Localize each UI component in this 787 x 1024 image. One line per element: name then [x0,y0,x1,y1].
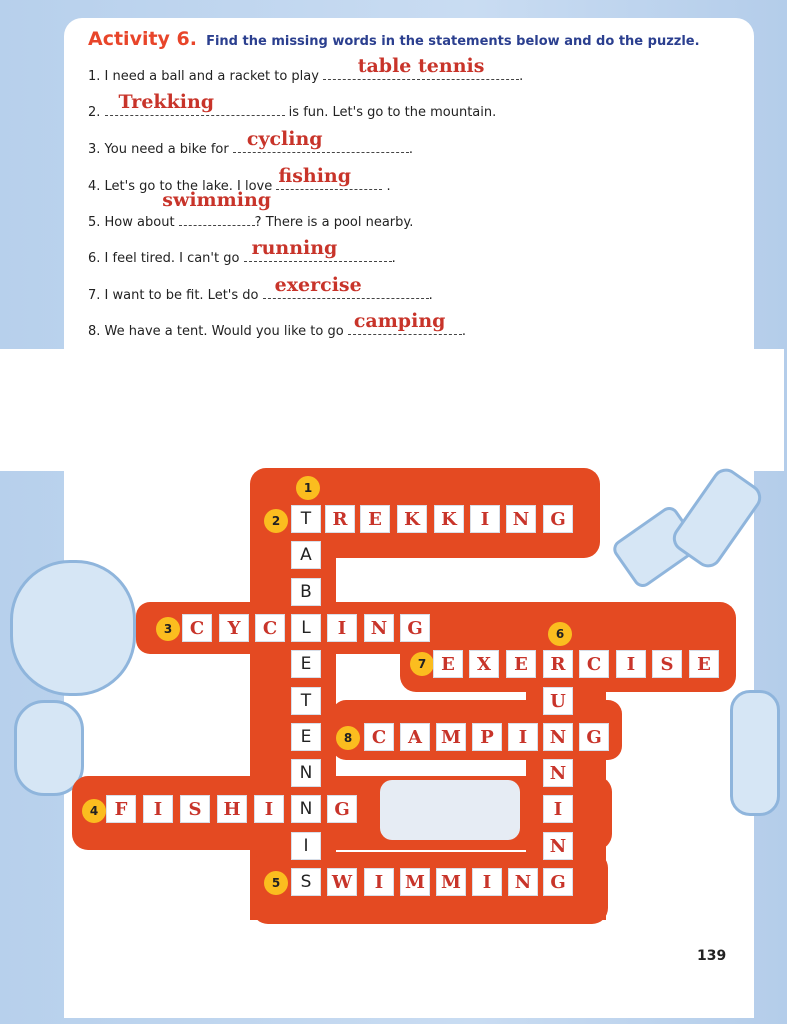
clue-number-2: 2 [264,509,288,533]
cell-1-down-3[interactable]: B [291,578,321,606]
cell-5-across-4[interactable]: M [400,868,430,896]
question-text-end: . [428,288,433,303]
cell-3-across-3[interactable]: C [255,614,285,642]
answer-blank[interactable] [105,91,285,116]
question-text-end: . [391,251,396,266]
clue-number-5: 5 [264,871,288,895]
cell-5-across-6[interactable]: I [472,868,502,896]
puzzle-board-row7 [400,602,736,692]
question-text-end: is fun. Let's go to the mountain. [284,105,497,120]
cell-4-across-2[interactable]: I [143,795,173,823]
clue-number-4: 4 [82,799,106,823]
clue-number-7: 7 [410,652,434,676]
cell-4-across-3[interactable]: S [180,795,210,823]
gym-ball-icon [10,560,136,696]
question-6 [88,237,396,266]
cell-6-down-5[interactable]: I [543,795,573,823]
question-text-end: . [519,69,524,84]
cell-1-down-7[interactable]: E [291,723,321,751]
cell-2-across-7[interactable]: N [506,505,536,533]
cell-6-down-2[interactable]: U [543,687,573,715]
cell-3-across-6[interactable]: N [364,614,394,642]
cell-2-across-3[interactable]: E [360,505,390,533]
cell-6-down-6[interactable]: N [543,832,573,860]
answer-text: camping [353,310,446,332]
cell-4-across-7[interactable]: G [327,795,357,823]
question-text: 6. I feel tired. I can't go [88,251,244,266]
answer-blank[interactable] [244,237,392,262]
question-text: 7. I want to be fit. Let's do [88,288,263,303]
answer-text: fishing [278,165,352,187]
answer-text: table tennis [357,55,485,77]
cell-1-down-11[interactable]: S [291,868,321,896]
cell-5-across-3[interactable]: I [364,868,394,896]
cell-8-across-7[interactable]: G [579,723,609,751]
clue-number-1: 1 [296,476,320,500]
cell-4-across-1[interactable]: F [106,795,136,823]
question-1 [88,55,524,84]
question-text: 4. Let's go to the lake. I love [88,179,277,194]
question-2 [88,91,497,120]
question-text: 8. We have a tent. Would you like to go [88,324,348,339]
answer-text: running [251,237,338,259]
answer-text: cycling [246,128,323,150]
cell-7-across-6[interactable]: I [616,650,646,678]
blank-band [0,349,784,471]
cell-8-across-4[interactable]: P [472,723,502,751]
clue-number-3: 3 [156,617,180,641]
question-7 [88,274,433,303]
activity-heading [88,28,700,50]
activity-instruction: Find the missing words in the statements below and do the puzzle. [206,34,700,49]
cell-6-down-4[interactable]: N [543,759,573,787]
cell-2-across-6[interactable]: I [470,505,500,533]
cell-3-across-5[interactable]: I [327,614,357,642]
ski-boot-icon [730,690,780,816]
question-text: 1. I need a ball and a racket to play [88,69,324,84]
cell-1-down-6[interactable]: T [291,687,321,715]
cell-5-across-8[interactable]: G [543,868,573,896]
question-text: 2. [88,105,105,120]
cell-3-across-7[interactable]: G [400,614,430,642]
question-3 [88,128,414,157]
cell-2-across-4[interactable]: K [397,505,427,533]
clue-number-8: 8 [336,726,360,750]
cell-1-down-8[interactable]: N [291,759,321,787]
cell-2-across-5[interactable]: K [434,505,464,533]
cell-2-across-8[interactable]: G [543,505,573,533]
cell-7-across-3[interactable]: E [506,650,536,678]
answer-blank[interactable] [348,310,462,335]
question-text: 5. How about [88,215,179,230]
answer-blank[interactable] [323,55,519,80]
question-text-end: . [382,179,391,194]
cell-8-across-6[interactable]: N [543,723,573,751]
question-text: 3. You need a bike for [88,142,233,157]
cell-2-across-2[interactable]: R [325,505,355,533]
cell-5-across-2[interactable]: W [327,868,357,896]
cell-4-across-5[interactable]: I [254,795,284,823]
question-text-end: ? There is a pool nearby. [254,215,414,230]
cell-7-across-2[interactable]: X [469,650,499,678]
answer-text: Trekking [118,91,215,113]
cell-7-across-7[interactable]: S [652,650,682,678]
question-5 [88,189,414,230]
cell-1-down-1[interactable]: T [291,505,321,533]
cell-8-across-2[interactable]: A [400,723,430,751]
page-number: 139 [697,948,727,964]
cell-1-down-4[interactable]: L [291,614,321,642]
answer-blank[interactable] [276,165,382,190]
cell-8-across-5[interactable]: I [508,723,538,751]
cell-8-across-3[interactable]: M [436,723,466,751]
cell-3-across-1[interactable]: C [182,614,212,642]
answer-text: exercise [274,274,362,296]
cell-7-across-4[interactable]: R [543,650,573,678]
question-8 [88,310,466,339]
cell-7-across-8[interactable]: E [689,650,719,678]
cell-5-across-5[interactable]: M [436,868,466,896]
cell-3-across-2[interactable]: Y [219,614,249,642]
answer-blank[interactable] [162,189,272,226]
answer-blank[interactable] [263,274,429,299]
question-text-end: . [461,324,466,339]
clue-number-6: 6 [548,622,572,646]
cell-1-down-5[interactable]: E [291,650,321,678]
cell-4-across-4[interactable]: H [217,795,247,823]
cell-1-down-9[interactable]: N [291,795,321,823]
cell-8-across-1[interactable]: C [364,723,394,751]
cell-7-across-5[interactable]: C [579,650,609,678]
answer-text: swimming [162,189,272,211]
cell-1-down-10[interactable]: I [291,832,321,860]
answer-blank[interactable] [233,128,409,153]
activity-label: Activity 6. [88,28,197,50]
racket-icon [14,700,84,796]
puzzle-board-hole [380,780,520,840]
cell-5-across-7[interactable]: N [508,868,538,896]
cell-1-down-2[interactable]: A [291,541,321,569]
cell-7-across-1[interactable]: E [433,650,463,678]
question-text-end: . [408,142,414,157]
